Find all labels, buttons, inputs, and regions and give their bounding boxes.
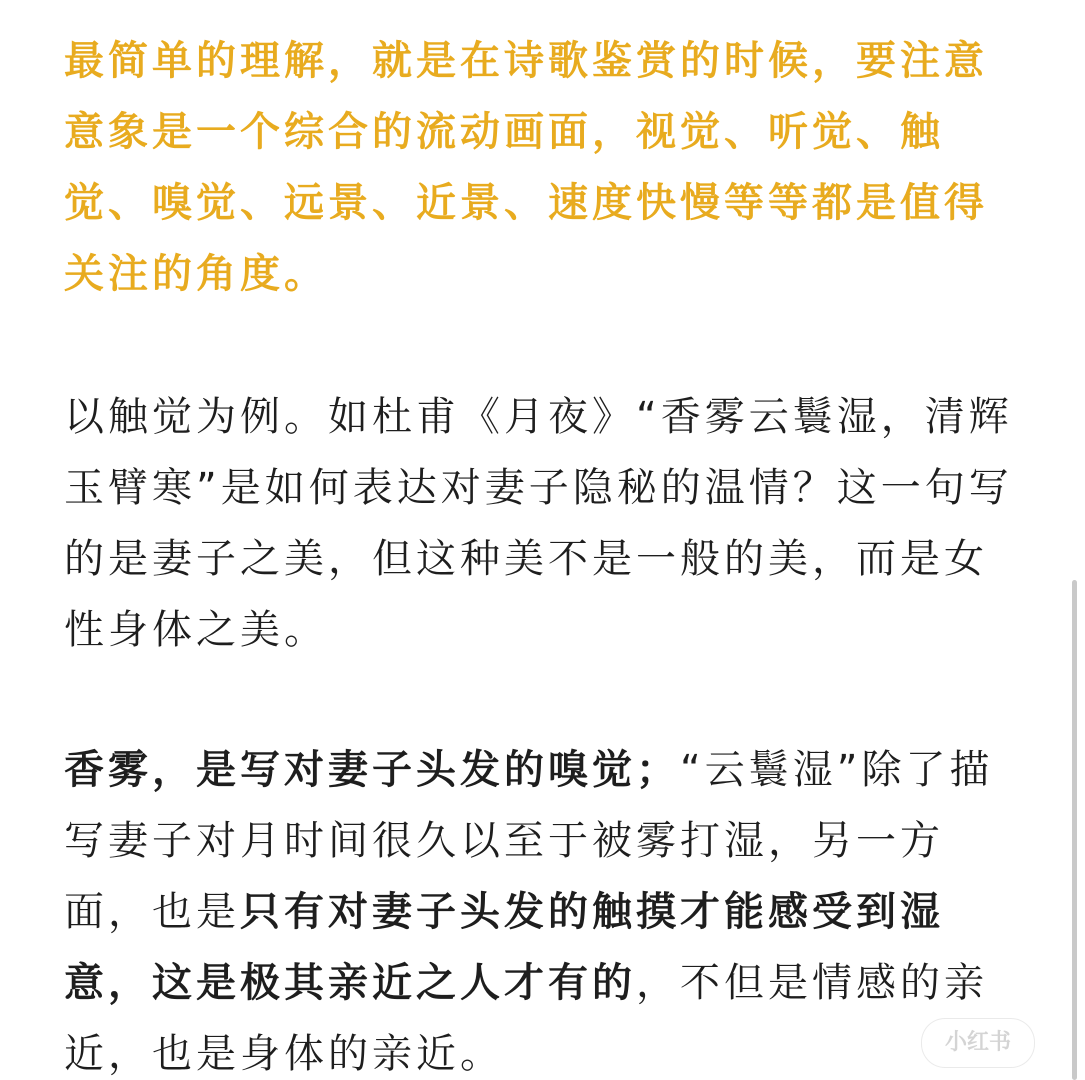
plain-sentence-hair: “云鬟湿”除了描写妻子对月时间很久以至于被雾打湿，另一方面，也是 [64,747,994,935]
bold-sentence-touch: 只有对妻子头发的触摸才能感受到湿意，这是极其亲近之人才有的 [64,889,944,1006]
watermark-text: 小红书 [944,1030,1011,1055]
analysis-paragraph [64,735,1024,1080]
example-paragraph: 以触觉为例。如杜甫《月夜》“香雾云鬟湿，清辉玉臂寒”是如何表达对妻子隐秘的温情？这一句写的是妻子之美，但这种美不是一般的美，而是女性身体之美。 [64,394,1013,653]
plain-sentence-closeness: ，不但是情感的亲近，也是身体的亲近。 [64,960,988,1077]
highlighted-paragraph: 最简单的理解，就是在诗歌鉴赏的时候，要注意意象是一个综合的流动画面，视觉、听觉、触觉、嗅觉、远景、近景、速度快慢等等都是值得关注的角度。 [64,38,988,297]
bold-sentence-smell: 香雾，是写对妻子头发的嗅觉； [64,747,680,793]
watermark-logo [921,1018,1035,1068]
vertical-scrollbar[interactable] [1072,580,1077,1080]
